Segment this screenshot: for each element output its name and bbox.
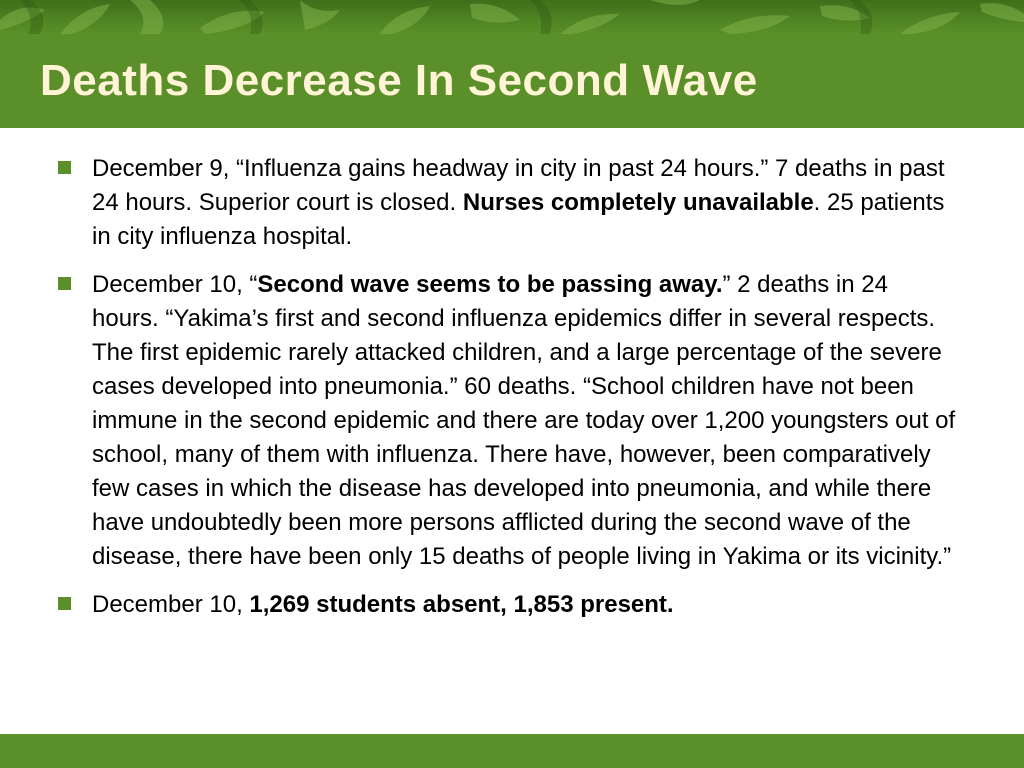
text-segment: ” 2 deaths in 24 hours. “Yakima’s first and second influenza epidemics differ in several respects. The first epidemic rarely attacked children, and a large percentage of the severe cases developed into pneumonia.” 60 deaths. “School children have not been immune in the second epidemic and there are today over 1,200 youngsters out of school, many of them with influenza. There have, however, been comparatively few cases in which the disease has developed into pneumonia, and while there have undoubtedly been more persons afflicted during the second wave of the disease, there have been only 15 deaths of people living in Yakima or its vicinity.” — [92, 271, 956, 570]
decorative-header-strip — [0, 0, 1024, 34]
bullet-item — [56, 268, 956, 574]
text-segment: December 9, “Influenza gains headway in city in past 24 hours.” 7 deaths in past 24 hours. Superior court is closed. — [92, 155, 945, 216]
bullet-list — [56, 152, 956, 636]
slide-title: Deaths Decrease In Second Wave — [40, 56, 758, 105]
title-bar — [0, 34, 1024, 128]
slide-content — [0, 128, 1024, 734]
bullet-item — [56, 588, 956, 622]
text-segment: December 10, — [92, 591, 250, 618]
square-bullet-icon — [58, 277, 71, 290]
leaf-pattern-graphic — [0, 0, 1024, 34]
bullet-item — [56, 152, 956, 254]
footer-bar — [0, 734, 1024, 768]
bold-text-segment: Second wave seems to be passing away. — [257, 271, 723, 298]
bold-text-segment: 1,269 students absent, 1,853 present. — [249, 591, 674, 618]
square-bullet-icon — [58, 161, 71, 174]
text-segment: December 10, “ — [92, 271, 258, 298]
bullet-text — [92, 268, 956, 574]
square-bullet-icon — [58, 597, 71, 610]
bullet-text — [92, 152, 956, 254]
bullet-text — [92, 588, 956, 622]
text-segment: . 25 patients in city influenza hospital. — [92, 189, 945, 250]
bold-text-segment: Nurses completely unavailable — [462, 189, 814, 216]
